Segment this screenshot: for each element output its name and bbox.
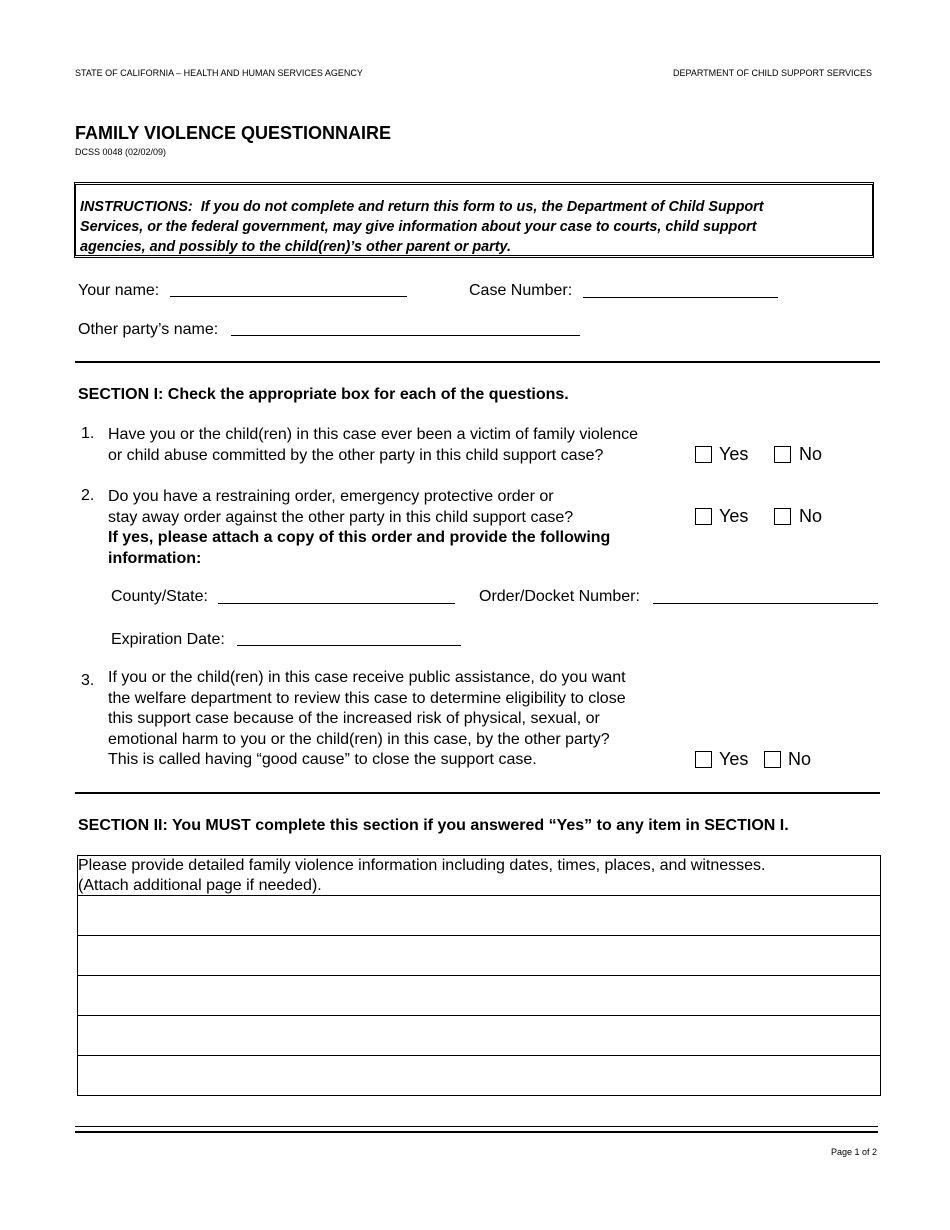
violence-details-line: (Attach additional page if needed). xyxy=(78,877,322,894)
form-code: DCSS 0048 (02/02/09) xyxy=(75,147,167,157)
q1-yes-checkbox[interactable] xyxy=(695,446,712,463)
question3-line: This is called having “good cause” to close the support case. xyxy=(108,751,537,768)
divider xyxy=(75,361,880,363)
question3-number: 3. xyxy=(81,672,95,689)
county-state-label: County/State: xyxy=(111,588,208,605)
form-title: FAMILY VIOLENCE QUESTIONNAIRE xyxy=(75,123,392,143)
question2-bold-line: information: xyxy=(108,549,202,567)
q3-no-label: No xyxy=(788,749,812,769)
footer-rule xyxy=(75,1126,878,1127)
question2-text xyxy=(108,487,688,569)
agency-header: STATE OF CALIFORNIA – HEALTH AND HUMAN SERVICES AGENCY xyxy=(75,68,363,78)
question3-line: emotional harm to you or the child(ren) in this case, by the other party? xyxy=(108,730,610,748)
question2-line: stay away order against the other party in this child support case? xyxy=(108,508,574,526)
page-number: Page 1 of 2 xyxy=(831,1147,878,1157)
question3-line: If you or the child(ren) in this case receive public assistance, do you want xyxy=(108,669,626,686)
question1-line: or child abuse committed by the other party in this child support case? xyxy=(108,446,604,464)
question2-bold-line: If yes, please attach a copy of this order and provide the following xyxy=(108,529,611,546)
q2-yes-checkbox[interactable] xyxy=(695,508,712,525)
section1-heading: SECTION I: Check the appropriate box for each of the questions. xyxy=(78,386,569,403)
instructions-line3: agencies, and possibly to the child(ren)’s other parent or party. xyxy=(80,239,512,255)
county-state-field[interactable] xyxy=(218,603,455,604)
q2-no-label: No xyxy=(799,506,823,526)
question1-line: Have you or the child(ren) in this case ever been a victim of family violence xyxy=(108,426,639,443)
violence-details-line: Please provide detailed family violence information including dates, times, places, and witnesses. xyxy=(78,857,766,874)
section2-heading: SECTION II: You MUST complete this section if you answered “Yes” to any item in SECTION I. xyxy=(78,817,789,834)
instructions-line2: Services, or the federal government, may give information about your case to courts, child support xyxy=(80,219,757,235)
instructions-line1: If you do not complete and return this form to us, the Department of Child Support xyxy=(200,199,764,215)
question3-line: this support case because of the increased risk of physical, sexual, or xyxy=(108,710,600,727)
instructions-label: INSTRUCTIONS: xyxy=(80,199,193,215)
q2-no-checkbox[interactable] xyxy=(774,508,791,525)
question3-line: the welfare department to review this case to determine eligibility to close xyxy=(108,689,626,707)
q2-yes-label: Yes xyxy=(719,506,749,526)
q3-yes-checkbox[interactable] xyxy=(695,751,712,768)
question3-text xyxy=(108,668,688,771)
instructions-box xyxy=(74,182,874,258)
violence-details-row[interactable] xyxy=(78,1055,880,1095)
department-header: DEPARTMENT OF CHILD SUPPORT SERVICES xyxy=(673,68,873,78)
case-number-field[interactable] xyxy=(583,297,778,298)
other-party-field[interactable] xyxy=(231,335,580,336)
q3-no-checkbox[interactable] xyxy=(764,751,781,768)
violence-details-row[interactable] xyxy=(78,1015,880,1055)
your-name-field[interactable] xyxy=(170,296,407,297)
violence-details-row[interactable] xyxy=(78,975,880,1015)
your-name-label: Your name: xyxy=(78,282,160,299)
order-docket-label: Order/Docket Number: xyxy=(479,588,640,605)
question2-number: 2. xyxy=(81,487,95,504)
q1-no-checkbox[interactable] xyxy=(774,446,791,463)
footer-rule xyxy=(75,1131,878,1133)
violence-details-table xyxy=(77,855,881,1096)
other-party-label: Other party’s name: xyxy=(78,321,219,338)
case-number-label: Case Number: xyxy=(469,282,573,299)
q3-yes-label: Yes xyxy=(719,749,749,769)
order-docket-field[interactable] xyxy=(653,603,878,604)
q1-no-label: No xyxy=(799,444,823,464)
expiration-date-field[interactable] xyxy=(237,645,461,646)
violence-details-row[interactable] xyxy=(78,935,880,975)
question2-line: Do you have a restraining order, emergency protective order or xyxy=(108,488,554,505)
expiration-date-label: Expiration Date: xyxy=(111,631,225,648)
violence-details-instructions xyxy=(78,856,868,896)
instructions-text xyxy=(80,197,860,257)
question1-text xyxy=(108,425,688,466)
divider xyxy=(75,792,880,794)
question1-number: 1. xyxy=(81,425,95,442)
violence-details-row[interactable] xyxy=(78,895,880,935)
q1-yes-label: Yes xyxy=(719,444,749,464)
